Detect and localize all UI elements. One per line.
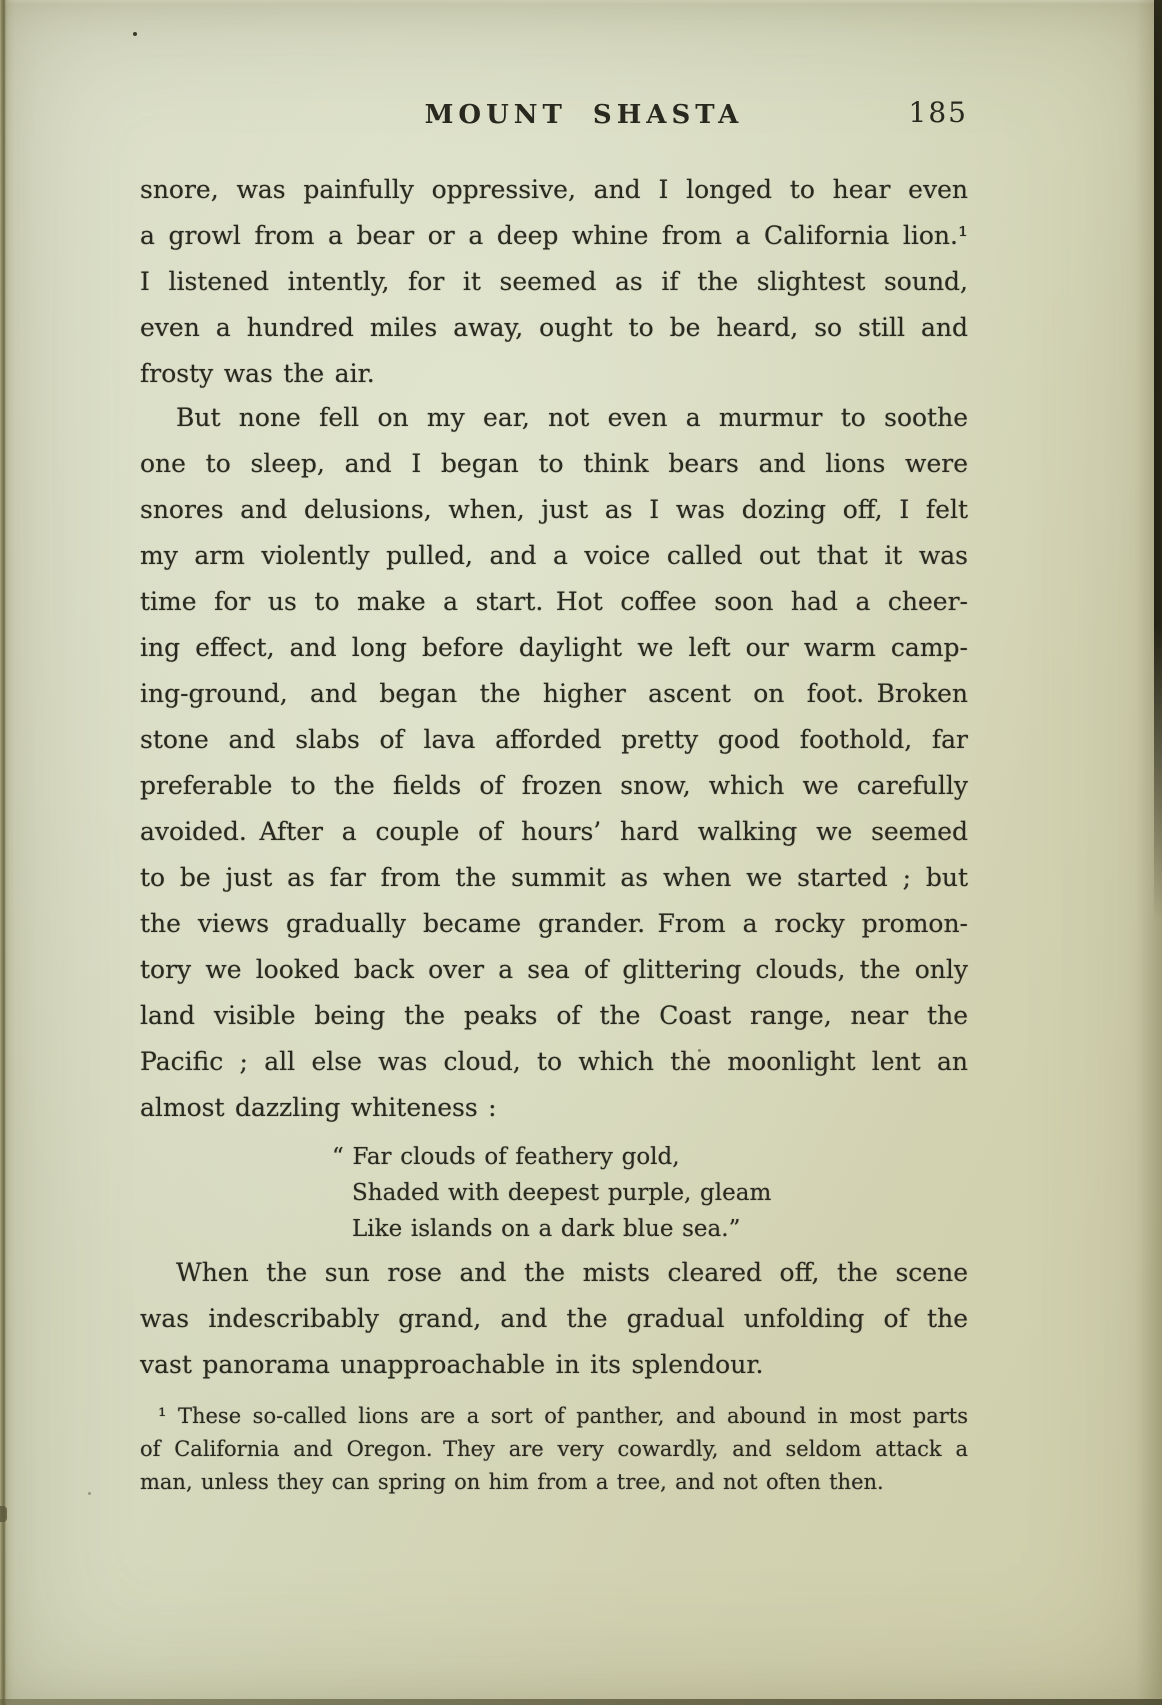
paragraph-ascent: [140, 395, 968, 1131]
text-line: ¹ These so-called lions are a sort of panther, and abound in most parts: [158, 1404, 968, 1428]
text-line: one to sleep, and I began to think bears and lions were: [140, 449, 968, 478]
paragraph-opening: [140, 167, 968, 397]
text-line: my arm violently pulled, and a voice called out that it was: [140, 541, 968, 570]
text-line: When the sun rose and the mists cleared off, the scene: [176, 1258, 968, 1287]
running-head: [140, 96, 968, 140]
ink-speck: [133, 32, 137, 36]
text-line: preferable to the fields of frozen snow, which we carefully: [140, 771, 968, 800]
text-line: But none fell on my ear, not even a murmur to soothe: [176, 403, 968, 432]
text-line: frosty was the air.: [140, 359, 375, 388]
text-line: “ Far clouds of feathery gold,: [332, 1144, 680, 1170]
running-header-title: MOUNT SHASTA: [424, 100, 744, 130]
text-line: Like islands on a dark blue sea.”: [352, 1216, 741, 1242]
text-line: almost dazzling whiteness :: [140, 1093, 497, 1122]
text-line: to be just as far from the summit as when we started ; but: [140, 863, 968, 892]
text-line: avoided. After a couple of hours’ hard walking we seemed: [140, 817, 968, 846]
text-line: ing-ground, and began the higher ascent on foot. Broken: [140, 679, 968, 708]
text-line: was indescribably grand, and the gradual unfolding of the: [140, 1304, 968, 1333]
text-line: a growl from a bear or a deep whine from a California lion.¹: [140, 221, 968, 250]
text-line: land visible being the peaks of the Coast range, near the: [140, 1001, 968, 1030]
text-line: I listened intently, for it seemed as if the slightest sound,: [140, 267, 968, 296]
text-line: vast panorama unapproachable in its splendour.: [140, 1350, 764, 1379]
ink-speck: [88, 1492, 91, 1495]
text-line: man, unless they can spring on him from a tree, and not often then.: [140, 1470, 884, 1494]
text-line: even a hundred miles away, ought to be heard, so still and: [140, 313, 968, 342]
scan-bottom-edge: [0, 1699, 1162, 1705]
text-line: Shaded with deepest purple, gleam: [352, 1180, 772, 1206]
text-line: stone and slabs of lava afforded pretty good foothold, far: [140, 725, 968, 754]
text-line: of California and Oregon. They are very cowardly, and seldom attack a: [140, 1437, 968, 1461]
text-line: the views gradually became grander. From a rocky promon-: [140, 909, 968, 938]
paragraph-sunrise: [140, 1250, 968, 1388]
text-line: Pacific ; all else was cloud, to which the moonlight lent an: [140, 1047, 968, 1076]
text-line: time for us to make a start. Hot coffee soon had a cheer-: [140, 587, 968, 616]
paragraph-footnote: [140, 1400, 968, 1499]
scan-right-dark-strip: [1154, 0, 1162, 920]
text-line: snore, was painfully oppressive, and I longed to hear even: [140, 175, 968, 204]
scan-top-edge: [0, 0, 1162, 4]
page-edge-mark: [0, 1506, 7, 1522]
page-number: 185: [908, 96, 968, 129]
paragraph-verse: [332, 1139, 912, 1247]
text-line: tory we looked back over a sea of glittering clouds, the only: [140, 955, 968, 984]
text-line: snores and delusions, when, just as I was dozing off, I felt: [140, 495, 968, 524]
page-left-edge: [0, 0, 14, 1705]
text-line: ing effect, and long before daylight we left our warm camp-: [140, 633, 968, 662]
